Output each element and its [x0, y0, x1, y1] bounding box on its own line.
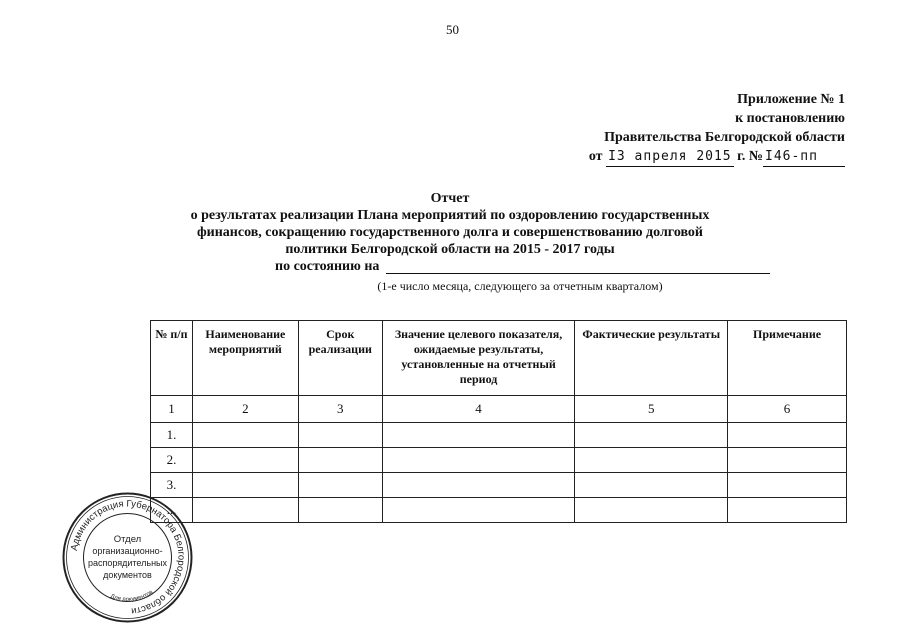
table-row [151, 423, 847, 448]
header-row [151, 321, 847, 396]
row-number: 1. [151, 423, 193, 448]
decree-number: I46-пп [763, 147, 845, 167]
report-title [150, 190, 750, 258]
title-line-4: политики Белгородской области на 2015 - 2017 годы [285, 242, 615, 257]
header-note: Примечание [728, 321, 847, 396]
column-number: 2 [192, 396, 298, 423]
title-line-1: Отчет [430, 191, 470, 206]
table-row [151, 473, 847, 498]
table-cell [575, 473, 728, 498]
as-of-hint: (1-е число месяца, следующего за отчетным кварталом) [377, 279, 663, 293]
table-cell [728, 448, 847, 473]
table-cell [192, 423, 298, 448]
column-number: 4 [382, 396, 575, 423]
column-number: 5 [575, 396, 728, 423]
as-of-blank-line [386, 273, 770, 274]
decree-date-line [540, 147, 845, 167]
table-cell [192, 498, 298, 523]
number-prefix: № [748, 149, 763, 164]
stamp-center-line-3: распорядительных [87, 558, 168, 568]
table-cell [192, 448, 298, 473]
table-cell [575, 498, 728, 523]
table-cell [298, 448, 382, 473]
header-number: № п/п [151, 321, 193, 396]
appendix-title: Приложение № 1 [737, 92, 845, 107]
table-cell [728, 423, 847, 448]
column-number-row [151, 396, 847, 423]
row-number: 2. [151, 448, 193, 473]
table-cell [298, 423, 382, 448]
column-number: 3 [298, 396, 382, 423]
header-deadline: Срок реализации [298, 321, 382, 396]
official-stamp [60, 490, 195, 625]
table-cell [575, 423, 728, 448]
stamp-center-line-1: Отдел [113, 534, 142, 545]
table-cell [382, 498, 575, 523]
table-cell [382, 448, 575, 473]
table-cell [575, 448, 728, 473]
table-cell [192, 473, 298, 498]
stamp-ring-text: Администрация Губернатора Белгородской области [68, 498, 187, 617]
decree-date: I3 апреля 2015 [606, 147, 734, 167]
as-of-label: по состоянию на [275, 259, 380, 274]
table-cell [382, 423, 575, 448]
stamp-center-line-4: документов [103, 570, 152, 580]
stamp-center-line-2: организационно- [92, 546, 163, 556]
column-number: 6 [728, 396, 847, 423]
table-cell [298, 498, 382, 523]
row-number: ... [151, 498, 193, 523]
column-number: 1 [151, 396, 193, 423]
year-suffix: г. [737, 149, 746, 164]
title-line-3: финансов, сокращению государственного долга и совершенствованию долговой [196, 225, 704, 240]
header-actual-results: Фактические результаты [575, 321, 728, 396]
table-cell [298, 473, 382, 498]
page-number: 50 [446, 22, 459, 37]
date-prefix: от [588, 149, 603, 164]
header-target-value: Значение целевого показателя, ожидаемые результаты, установленные на отчетный период [382, 321, 575, 396]
appendix-government: Правительства Белгородской области [604, 130, 845, 145]
table-row [151, 498, 847, 523]
table-cell [382, 473, 575, 498]
appendix-header [540, 90, 845, 167]
stamp-bottom-text: Для документов [109, 589, 155, 603]
header-activities: Наименование мероприятий [192, 321, 298, 396]
title-line-2: о результатах реализации Плана мероприятий по оздоровлению государственных [190, 208, 710, 223]
table-cell [728, 473, 847, 498]
report-table [150, 320, 847, 523]
appendix-to-resolution: к постановлению [735, 111, 845, 126]
table-cell [728, 498, 847, 523]
table-row [151, 448, 847, 473]
row-number: 3. [151, 473, 193, 498]
